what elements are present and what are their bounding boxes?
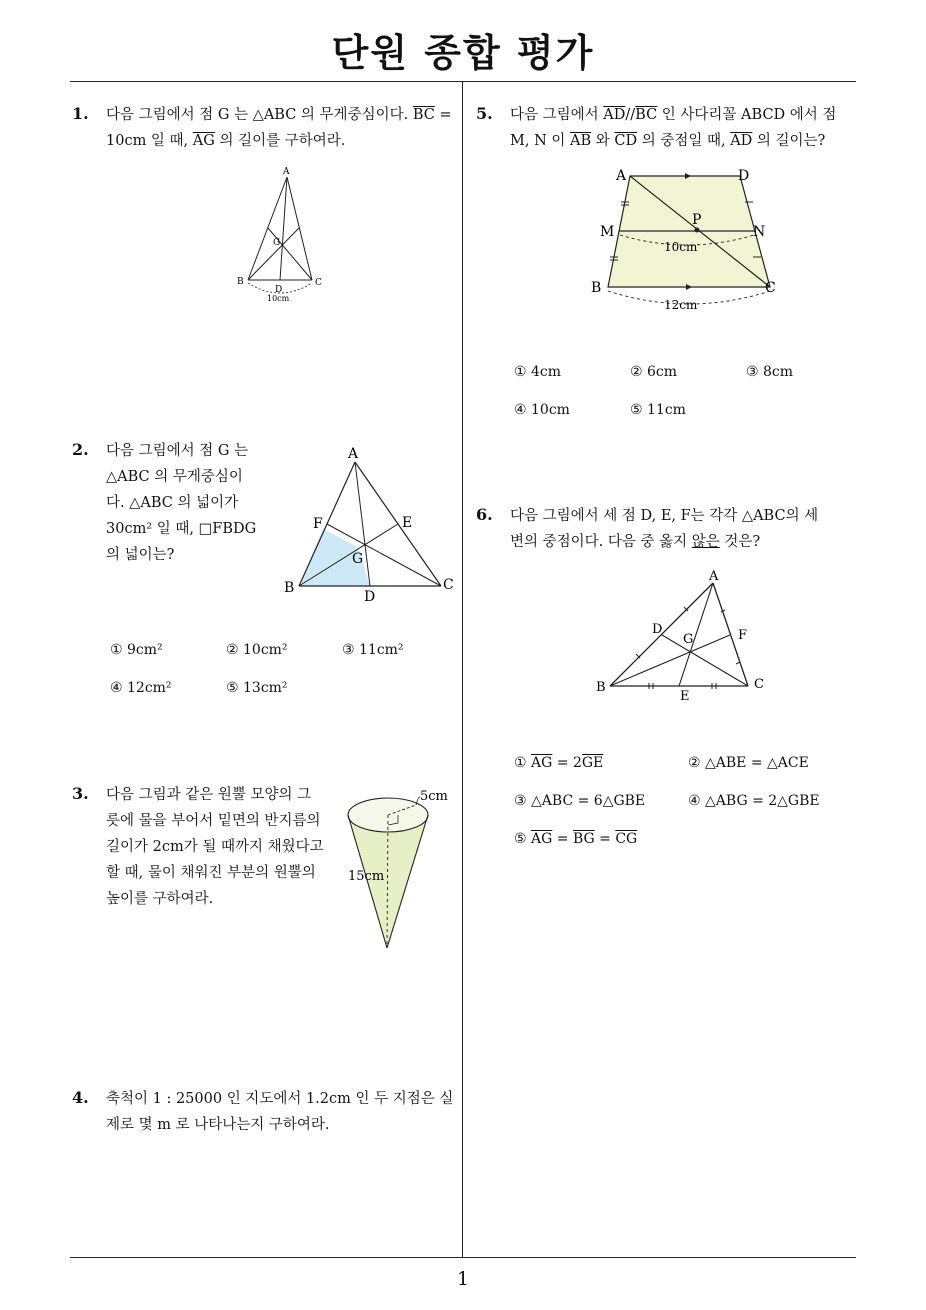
choice-number: ② xyxy=(688,755,706,771)
q2-text-line: 다음 그림에서 점 G 는 xyxy=(106,443,249,459)
choice-number: ① xyxy=(514,755,532,771)
q5-segment-bc: $\overline{BC}$ xyxy=(635,107,658,123)
q2-label-c: C xyxy=(443,577,454,593)
q5-number: 5. xyxy=(476,104,493,123)
q5-label-p: P xyxy=(692,212,702,228)
q5-segment-ab: $\overline{AB}$ xyxy=(569,133,592,149)
q2-choice-3[interactable]: ③ 11cm² xyxy=(342,642,404,658)
q6-choice-3[interactable] xyxy=(514,793,645,809)
q2-text xyxy=(106,438,271,568)
q2-choice-4[interactable]: ④ 12cm² xyxy=(110,680,172,696)
choice-number: ③ xyxy=(514,793,532,809)
q3-label-height: 15cm xyxy=(348,869,385,884)
q5-figure xyxy=(590,165,790,315)
q6-label-f: F xyxy=(738,628,748,643)
q5-text-part: 다음 그림에서 xyxy=(510,107,604,123)
q1-label-d: D xyxy=(275,285,283,295)
q6-number: 6. xyxy=(476,505,493,524)
q1-label-a: A xyxy=(283,167,290,177)
q2-label-a: A xyxy=(348,446,359,462)
q5-choice-1[interactable]: ① 4cm xyxy=(514,364,562,380)
q6-choice-1[interactable] xyxy=(514,755,603,771)
q5-label-n: N xyxy=(753,224,766,240)
page-title: 단원 종합 평가 xyxy=(331,31,595,75)
q5-label-bc-length: 12cm xyxy=(664,298,698,312)
segment-name: $\overline{BG}$ xyxy=(572,831,595,847)
top-rule xyxy=(70,81,856,82)
q3-text xyxy=(106,782,336,912)
q4-text-line: 제로 몇 m 로 나타나는지 구하여라. xyxy=(106,1117,330,1133)
q5-label-mn-length: 10cm xyxy=(664,240,698,254)
page-number: 1 xyxy=(456,1268,470,1290)
q6-text-part: 변의 중점이다. 다음 중 옳지 xyxy=(510,534,692,550)
q5-text-part: // xyxy=(625,107,636,123)
q3-text-line: 높이를 구하여라. xyxy=(106,891,214,907)
q2-label-b: B xyxy=(284,580,295,596)
q6-label-b: B xyxy=(596,680,606,695)
q5-text xyxy=(510,102,860,154)
q6-label-d: D xyxy=(652,622,663,637)
q3-label-radius: 5cm xyxy=(420,789,448,804)
choice-text: = xyxy=(594,831,616,847)
q2-label-g: G xyxy=(352,551,364,567)
q6-choice-4[interactable] xyxy=(688,793,820,809)
q6-text xyxy=(510,503,860,555)
choice-text: △ABE = △ACE xyxy=(705,755,809,771)
choice-number: ④ xyxy=(688,793,706,809)
q1-label-b: B xyxy=(237,277,244,287)
q4-text xyxy=(106,1086,458,1138)
choice-text: △ABC = 6△GBE xyxy=(531,793,646,809)
q6-text-line: 다음 그림에서 세 점 D, E, F는 각각 △ABC의 세 xyxy=(510,508,819,524)
q3-text-line: 길이가 2cm가 될 때까지 채웠다고 xyxy=(106,839,324,855)
q6-figure xyxy=(590,565,780,705)
q4-number: 4. xyxy=(72,1088,89,1107)
q6-label-e: E xyxy=(680,689,690,704)
q3-number: 3. xyxy=(72,784,89,803)
q5-segment-cd: $\overline{CD}$ xyxy=(614,133,638,149)
q5-choice-3[interactable]: ③ 8cm xyxy=(746,364,794,380)
q1-segment-bc: $\overline{BC}$ xyxy=(412,107,435,123)
q5-label-a: A xyxy=(616,168,627,184)
choice-text: = xyxy=(552,831,573,847)
q1-text-part: 의 길이를 구하여라. xyxy=(214,133,346,149)
q1-text-part: 10cm 일 때, xyxy=(106,133,193,149)
q5-segment-ad2: $\overline{AD}$ xyxy=(730,133,753,149)
q2-number: 2. xyxy=(72,440,89,459)
segment-name: $\overline{AG}$ xyxy=(531,755,553,771)
q6-text-underlined: 않은 xyxy=(691,534,720,550)
q2-choice-1[interactable]: ① 9cm² xyxy=(110,642,163,658)
q5-label-d: D xyxy=(738,168,750,184)
q1-text xyxy=(106,102,456,154)
q1-segment-ag: $\overline{AG}$ xyxy=(192,133,215,149)
q2-choice-5[interactable]: ⑤ 13cm² xyxy=(226,680,288,696)
q1-number: 1. xyxy=(72,104,89,123)
q2-figure xyxy=(280,440,465,610)
q3-text-line: 릇에 물을 부어서 밑면의 반지름의 xyxy=(106,813,321,829)
q6-label-a: A xyxy=(709,569,719,584)
q2-choice-2[interactable]: ② 10cm² xyxy=(226,642,288,658)
q4-text-line: 축척이 1 : 25000 인 지도에서 1.2cm 인 두 지점은 실 xyxy=(106,1091,454,1107)
q5-label-m: M xyxy=(600,224,615,240)
segment-name: $\overline{AG}$ xyxy=(531,831,553,847)
q5-label-c: C xyxy=(765,280,776,296)
q6-label-g: G xyxy=(683,632,694,647)
q2-label-d: D xyxy=(364,589,376,605)
q2-label-e: E xyxy=(402,515,413,531)
choice-number: ⑤ xyxy=(514,831,532,847)
q5-text-part: 의 중점일 때, xyxy=(637,133,731,149)
q5-choice-5[interactable]: ⑤ 11cm xyxy=(630,402,686,418)
q6-label-c: C xyxy=(754,677,764,692)
segment-name: $\overline{GE}$ xyxy=(581,755,604,771)
q1-figure xyxy=(230,165,340,310)
q6-choice-2[interactable] xyxy=(688,755,809,771)
q3-text-line: 할 때, 물이 채워진 부분의 원뿔의 xyxy=(106,865,316,881)
q2-text-line: △ABC 의 무게중심이 xyxy=(106,469,243,485)
q5-choice-4[interactable]: ④ 10cm xyxy=(514,402,570,418)
q5-choice-2[interactable]: ② 6cm xyxy=(630,364,678,380)
q2-text-line: 의 넓이는? xyxy=(106,547,175,563)
q2-text-line: 30cm² 일 때, □FBDG xyxy=(106,521,257,537)
q2-label-f: F xyxy=(313,516,323,532)
q6-text-part: 것은? xyxy=(719,534,761,550)
q1-label-length: 10cm xyxy=(267,294,290,303)
bottom-rule xyxy=(70,1257,856,1258)
q3-figure xyxy=(340,785,460,955)
q2-text-line: 다. △ABC 의 넓이가 xyxy=(106,495,239,511)
q5-label-b: B xyxy=(591,280,602,296)
q1-text-part: = xyxy=(434,107,452,123)
q1-label-g: G xyxy=(273,238,281,248)
choice-text: △ABG = 2△GBE xyxy=(705,793,820,809)
q5-text-part: 의 길이는? xyxy=(752,133,826,149)
choice-text: = 2 xyxy=(552,755,582,771)
q5-text-part: 인 사다리꼴 ABCD 에서 점 xyxy=(657,107,837,123)
q1-label-c: C xyxy=(315,278,322,288)
q5-segment-ad: $\overline{AD}$ xyxy=(603,107,626,123)
column-divider xyxy=(462,82,463,1258)
segment-name: $\overline{CG}$ xyxy=(615,831,638,847)
q6-choice-5[interactable] xyxy=(514,831,637,847)
q3-text-line: 다음 그림과 같은 원뿔 모양의 그 xyxy=(106,787,312,803)
q5-text-part: M, N 이 xyxy=(510,133,570,149)
q1-text-part: 다음 그림에서 점 G 는 △ABC 의 무게중심이다. xyxy=(106,107,413,123)
q5-text-part: 와 xyxy=(591,133,615,149)
